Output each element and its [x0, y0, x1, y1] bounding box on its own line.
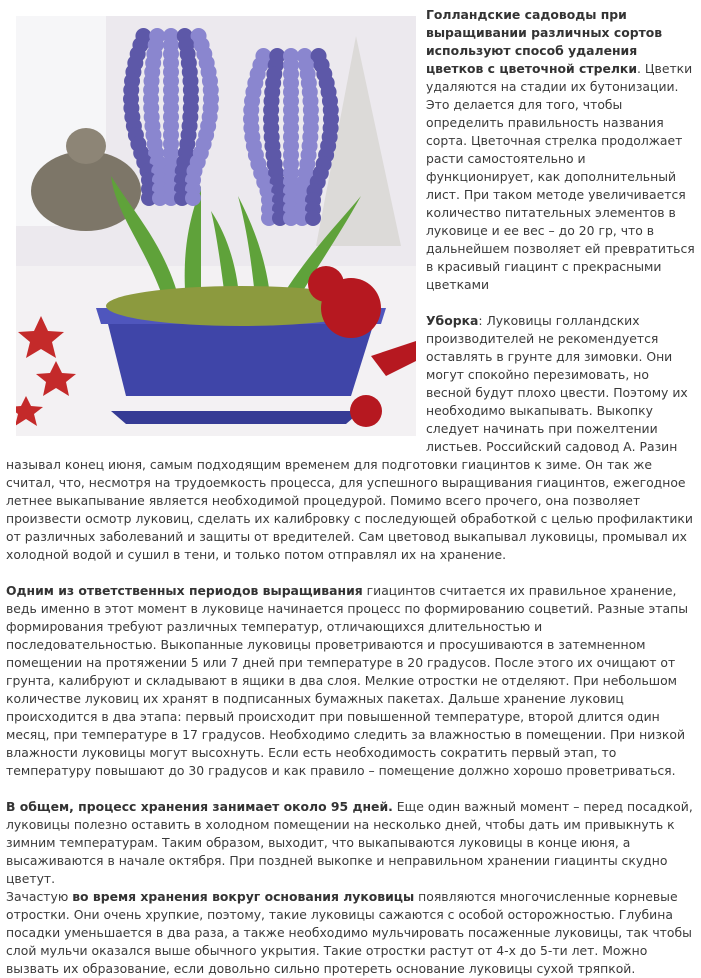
paragraph-lead: Одним из ответственных периодов выращивания	[6, 583, 363, 598]
paragraph-text: Еще один важный момент – перед посадкой, луковицы полезно оставить в холодном помещении на несколько дней, чтобы дать им привыкнуть к зимним температурам. Таким образом, выходит, что выкапываются луковицы в конце июня, а высаживаются в начале октября. При поздней выкопке и неправильном хранении гиацинты скудно цветут.	[6, 799, 693, 886]
paragraph-3	[6, 582, 695, 780]
ornament-ball-small	[308, 266, 344, 302]
hyacinth-floret	[305, 210, 321, 226]
hyacinth-illustration	[16, 16, 416, 436]
paragraph-lead: во время хранения вокруг основания луковицы	[72, 889, 415, 904]
paragraph-lead: Уборка	[426, 313, 479, 328]
pot-tray	[111, 411, 361, 424]
ornament-ball-right	[350, 395, 382, 427]
paragraph-text: появляются многочисленные корневые отростки. Они очень хрупкие, поэтому, такие луковицы сажаются с особой осторожностью. Глубина посадки уменьшается в два раза, а также необходимо мульчировать посаженные луковицы, так чтобы слой мульчи оказался выше обычного укрытия. Такие отростки растут от 4-х до 5-ти лет. Можно вызвать их образование, если довольно сильно протереть основание луковицы сухой тряпкой.	[6, 889, 692, 976]
paragraph-text: : Луковицы голландских производителей не рекомендуется оставлять в грунте для зимовки. Они могут спокойно перезимовать, но весной будут плохо цвести. Поэтому их необходимо выкапывать. Выкопку следует начинать при пожелтении листьев. Российский садовод А. Разин называл конец июня, самым подходящим временем для подготовки гиацинтов к зиме. Он так же считал, что, несмотря на трудоемкость процесса, для успешного выращивания гиацинтов, ежегодное летнее выкапывание является необходимой процедурой. Помимо всего прочего, она позволяет произвести осмотр луковиц, сделать их калибровку с последующей обработкой с целью профилактики от различных заболеваний и защиты от вредителей. Сам цветовод выкапывал луковицы, промывал их холодной водой и сушил в тени, и только потом отправлял их на хранение.	[6, 313, 693, 562]
paragraph-lead: В общем, процесс хранения занимает около 95 дней.	[6, 799, 393, 814]
hyacinth-floret	[185, 190, 201, 206]
paragraph-text: . Цветки удаляются на стадии их бутонизации. Это делается для того, чтобы определить правильность названия сорта. Цветочная стрелка продолжает расти самостоятельно и функционирует, как дополнительный лист. При таком методе увеличивается количество питательных элементов в луковице и ее вес – до 20 гр, что в дальнейшем позволяет ей превратиться в красивый гиацинт с прекрасными цветками	[426, 61, 695, 292]
paragraph-5	[6, 888, 695, 978]
paragraph-4	[6, 798, 695, 888]
paragraph-lead: Голландские садоводы при выращивании различных сортов используют способ удаления цветков с цветочной стрелки	[426, 7, 663, 76]
hyacinth-photo	[16, 16, 416, 436]
paragraph-text: гиацинтов считается их правильное хранение, ведь именно в этот момент в луковице начинается процесс по формированию соцветий. Разные этапы формирования требуют различных температур, отличающихся длительностью и последовательностью. Выкопанные луковицы проветриваются и просушиваются в затемненном помещении на протяжении 5 или 7 дней при температуре в 20 градусов. После этого их очищают от грунта, калибруют и складывают в ящики в два слоя. Мелкие отростки не отделяют. При небольшом количестве луковиц их хранят в подписанных бумажных пакетах. Дальше хранение луковиц происходится в два этапа: первый происходит при повышенной температуре, второй длится один месяц, при температуре в 17 градусов. Необходимо следить за влажностью в помещении. При низкой влажности луковицы могут высохнуть. Если есть необходимость сократить первый этап, то температуру повышают до 30 градусов и как правило – помещение должно хорошо проветриваться.	[6, 583, 688, 778]
paragraph-pre: Зачастую	[6, 889, 73, 904]
